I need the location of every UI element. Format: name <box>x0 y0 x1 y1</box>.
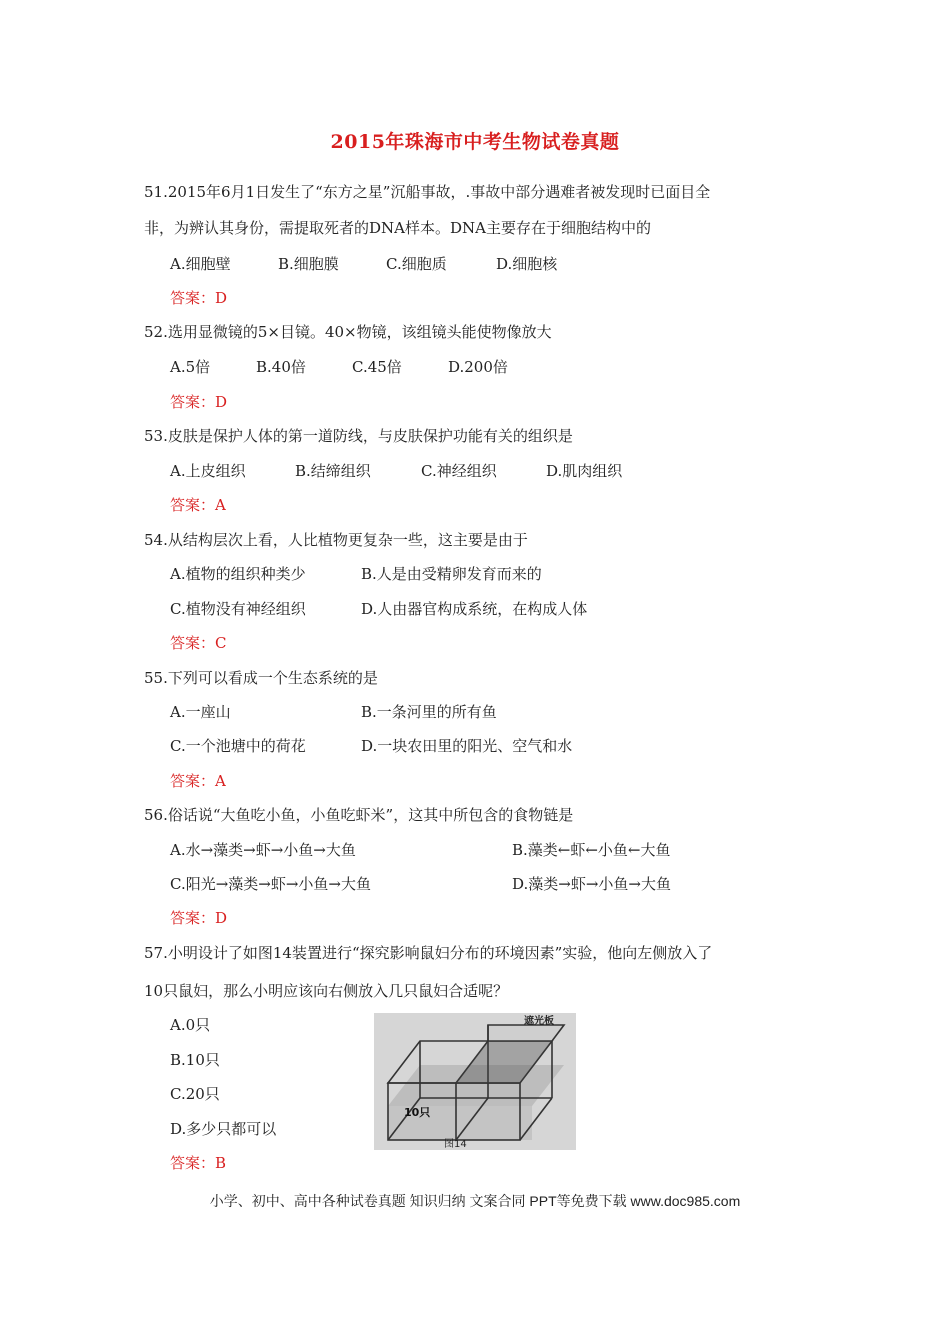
question-53-answer: 答案：A <box>170 496 226 514</box>
question-56-option-a: A.水→藻类→虾→小鱼→大鱼 <box>170 841 356 859</box>
question-51-answer: 答案：D <box>170 289 228 307</box>
question-56-stem: 56.俗话说“大鱼吃小鱼，小鱼吃虾米”，这其中所包含的食物链是 <box>144 806 574 824</box>
question-56-option-c: C.阳光→藻类→虾→小鱼→大鱼 <box>170 875 371 893</box>
question-52-option-b: B.40倍 <box>256 358 306 376</box>
page-title: 2015年珠海市中考生物试卷真题 <box>330 131 620 153</box>
question-55-option-d: D.一块农田里的阳光、空气和水 <box>361 737 573 755</box>
box-diagram <box>374 1013 576 1150</box>
question-54-stem: 54.从结构层次上看，人比植物更复杂一些，这主要是由于 <box>144 531 528 549</box>
question-52-stem: 52.选用显微镜的5×目镜。40×物镜，该组镜头能使物像放大 <box>144 323 552 341</box>
question-52-option-a: A.5倍 <box>170 358 211 376</box>
question-57-stem-cont: 10只鼠妇，那么小明应该向右侧放入几只鼠妇合适呢？ <box>144 982 509 1000</box>
question-54-answer: 答案：C <box>170 634 227 652</box>
footer-text: 小学、初中、高中各种试卷真题 知识归纳 文案合同 PPT等免费下载 www.doc985.com <box>209 1193 741 1209</box>
question-53-option-c: C.神经组织 <box>421 462 497 480</box>
question-55-option-b: B.一条河里的所有鱼 <box>361 703 497 721</box>
question-53-option-b: B.结缔组织 <box>295 462 371 480</box>
question-53-option-d: D.肌肉组织 <box>546 462 623 480</box>
question-51-option-d: D.细胞核 <box>496 255 558 273</box>
question-54-option-d: D.人由器官构成系统，在构成人体 <box>361 600 588 618</box>
question-52-answer: 答案：D <box>170 393 228 411</box>
question-55-option-c: C.一个池塘中的荷花 <box>170 737 306 755</box>
question-56-answer: 答案：D <box>170 909 228 927</box>
question-55-option-a: A.一座山 <box>170 703 231 721</box>
question-57-answer: 答案：B <box>170 1154 227 1172</box>
question-51-stem-cont: 非，为辨认其身份，需提取死者的DNA样本。DNA主要存在于细胞结构中的 <box>144 219 651 237</box>
question-56-option-d: D.藻类→虾→小鱼→大鱼 <box>512 875 671 893</box>
question-55-stem: 55.下列可以看成一个生态系统的是 <box>144 669 378 687</box>
question-57-stem: 57.小明设计了如图14装置进行“探究影响鼠妇分布的环境因素”实验，他向左侧放入了 <box>144 944 713 962</box>
question-57-option-b: B.10只 <box>170 1051 220 1069</box>
question-52-option-c: C.45倍 <box>352 358 402 376</box>
question-57-option-d: D.多少只都可以 <box>170 1120 277 1138</box>
question-54-option-a: A.植物的组织种类少 <box>170 565 306 583</box>
board-label: 遮光板 <box>524 1016 554 1027</box>
question-54-option-b: B.人是由受精卵发育而来的 <box>361 565 542 583</box>
question-55-answer: 答案：A <box>170 772 226 790</box>
question-57-option-c: C.20只 <box>170 1085 220 1103</box>
question-51-stem: 51.2015年6月1日发生了“东方之星”沉船事故，.事故中部分遇难者被发现时已面目全 <box>144 183 711 201</box>
question-53-option-a: A.上皮组织 <box>170 462 246 480</box>
question-51-option-a: A.细胞壁 <box>170 255 231 273</box>
question-51-option-c: C.细胞质 <box>386 255 447 273</box>
question-52-option-d: D.200倍 <box>448 358 508 376</box>
question-56-option-b: B.藻类←虾←小鱼←大鱼 <box>512 841 671 859</box>
count-label: 10只 <box>404 1106 431 1119</box>
question-53-stem: 53.皮肤是保护人体的第一道防线，与皮肤保护功能有关的组织是 <box>144 427 573 445</box>
question-51-option-b: B.细胞膜 <box>278 255 339 273</box>
experiment-figure <box>374 1013 576 1150</box>
figure-caption: 图14 <box>444 1139 467 1150</box>
question-54-option-c: C.植物没有神经组织 <box>170 600 306 618</box>
question-57-option-a: A.0只 <box>170 1016 211 1034</box>
